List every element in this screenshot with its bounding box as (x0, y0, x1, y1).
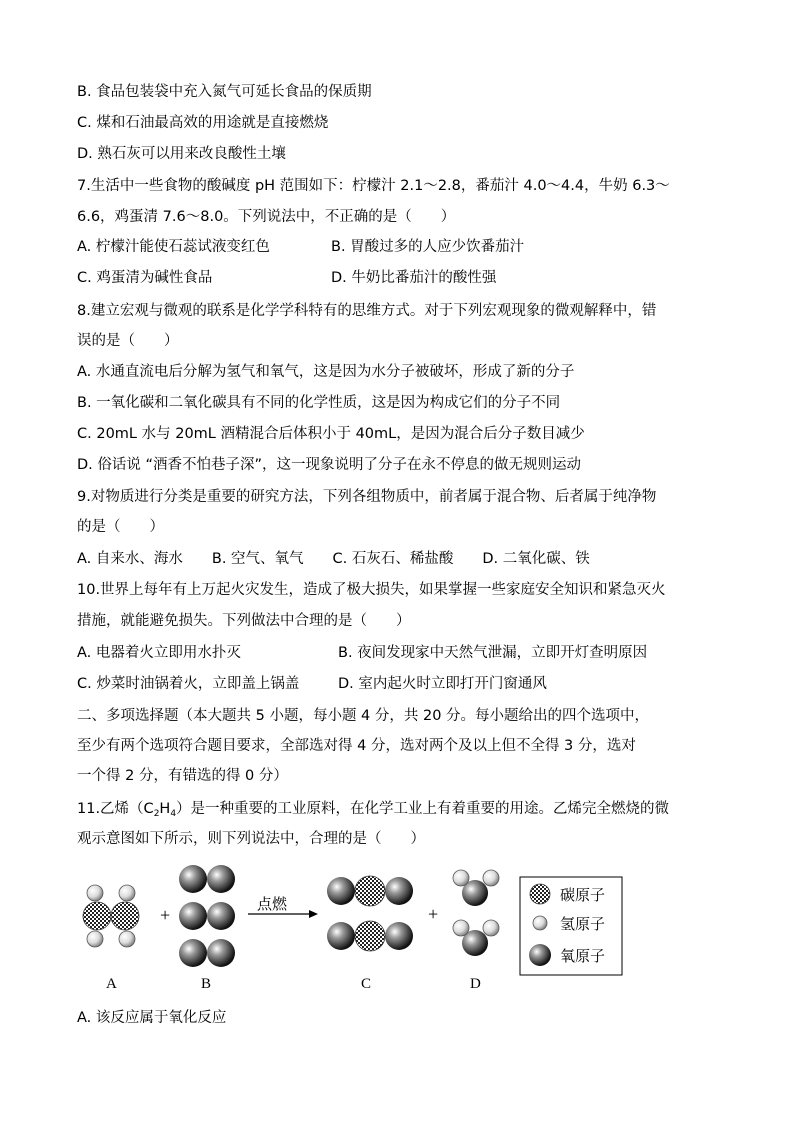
question-7-option-a: A. 柠檬汁能使石蕊试液变红色 (77, 239, 270, 255)
question-7-option-c: C. 鸡蛋清为碱性食品 (77, 270, 213, 286)
question-7-option-d: D. 牛奶比番茄汁的酸性强 (331, 270, 497, 286)
question-11-stem-cont: 观示意图如下所示，则下列说法中，合理的是（ ） (77, 831, 425, 847)
section-2-heading: 二、多项选择题（本大题共 5 小题，每小题 4 分，共 20 分。每小题给出的四个选项中， (77, 708, 650, 724)
molecule-b-oxygen (179, 865, 235, 967)
arrow-label: 点燃 (257, 895, 288, 913)
question-8-option-c: C. 20mL 水与 20mL 酒精混合后体积小于 40mL，是因为混合后分子数目减少 (77, 426, 585, 442)
oxygen-atom-icon (529, 944, 551, 966)
hydrogen-atom-icon (533, 916, 547, 930)
q11-text: ）是一种重要的工业原料，在化学工业上有着重要的用途。乙烯完全燃烧的微 (176, 801, 670, 817)
question-8-option-b: B. 一氧化碳和二氧化碳具有不同的化学性质，这是因为构成它们的分子不同 (77, 395, 561, 411)
legend-oxygen-label: 氧原子 (560, 947, 606, 965)
section-2-heading-cont: 至少有两个选项符合题目要求，全部选对得 4 分，选对两个及以上但不全得 3 分，选对 (77, 738, 636, 754)
question-7-option-b: B. 胃酸过多的人应少饮番茄汁 (331, 239, 525, 255)
figure-label-c: C (361, 976, 372, 992)
question-8-option-a: A. 水通直流电后分解为氢气和氧气，这是因为水分子被破坏，形成了新的分子 (77, 364, 575, 380)
question-9-stem-cont: 的是（ ） (77, 519, 164, 535)
question-8-stem-cont: 误的是（ ） (77, 333, 179, 349)
legend-carbon-label: 碳原子 (560, 886, 606, 904)
q11-text: 11.乙烯（C (77, 801, 154, 817)
option-line: B. 食品包装袋中充入氮气可延长食品的保质期 (77, 84, 372, 100)
question-9-options: A. 自来水、海水 B. 空气、氧气 C. 石灰石、稀盐酸 D. 二氧化碳、铁 (77, 551, 590, 567)
question-10-stem: 10.世界上每年有上万起火灾发生，造成了极大损失，如果掌握一些家庭安全知识和紧急灭火 (77, 582, 666, 598)
molecule-a-ethylene (83, 885, 139, 947)
question-8-option-d: D. 俗话说 “酒香不怕巷子深”，这一现象说明了分子在永不停息的做无规则运动 (77, 457, 582, 473)
molecule-d-water (453, 870, 499, 956)
q11-text: H (159, 801, 171, 817)
molecule-c-carbon-dioxide (327, 876, 413, 951)
plus-sign: + (428, 904, 439, 924)
legend-hydrogen-label: 氢原子 (560, 915, 606, 933)
section-2-heading-cont: 一个得 2 分，有错选的得 0 分） (77, 768, 288, 784)
question-10-option-c: C. 炒菜时油锅着火，立即盖上锅盖 (77, 676, 300, 692)
question-10-option-a: A. 电器着火立即用水扑灭 (77, 645, 241, 661)
plus-sign: + (160, 905, 171, 925)
question-10-option-b: B. 夜间发现家中天然气泄漏，立即开灯查明原因 (338, 645, 648, 661)
figure-label-d: D (470, 976, 481, 992)
carbon-atom-icon (530, 884, 550, 904)
question-7-stem-cont: 6.6，鸡蛋清 7.6～8.0。下列说法中，不正确的是（ ） (77, 209, 456, 225)
figure-label-a: A (106, 976, 117, 992)
q11-subscript: 2 (153, 809, 160, 819)
question-10-option-d: D. 室内起火时立即打开门窗通风 (338, 676, 547, 692)
option-line: C. 煤和石油最高效的用途就是直接燃烧 (77, 115, 329, 131)
question-10-stem-cont: 措施，就能避免损失。下列做法中合理的是（ ） (77, 613, 411, 629)
q11-subscript: 4 (170, 809, 177, 819)
question-7-stem: 7.生活中一些食物的酸碱度 pH 范围如下：柠檬汁 2.1～2.8，番茄汁 4.0～4.4，牛奶 6.3～ (77, 178, 670, 194)
question-8-stem: 8.建立宏观与微观的联系是化学学科特有的思维方式。对于下列宏观现象的微观解释中，错 (77, 303, 657, 319)
option-line: D. 熟石灰可以用来改良酸性土壤 (77, 146, 286, 162)
figure-label-b: B (201, 976, 212, 992)
question-11-option-a: A. 该反应属于氧化反应 (77, 1010, 227, 1026)
question-9-stem: 9.对物质进行分类是重要的研究方法，下列各组物质中，前者属于混合物、后者属于纯净物 (77, 489, 657, 505)
